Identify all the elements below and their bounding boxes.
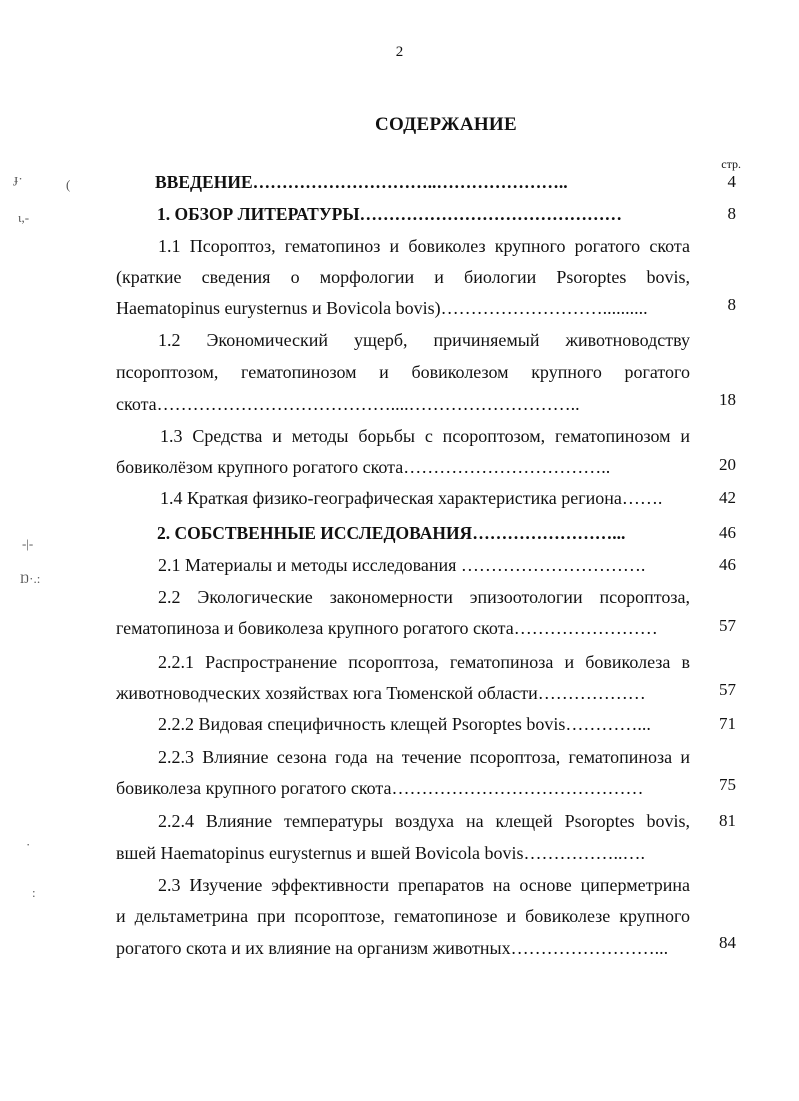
page-title: СОДЕРЖАНИЕ: [375, 114, 517, 135]
toc-entry-title-line: Haematopinus eurysternus и Bovicola bovis)………………………..........: [116, 298, 648, 318]
toc-entry-title-line: 1.3 Средства и методы борьбы с псороптозом, гематопинозом и: [160, 426, 690, 446]
toc-entry-title-line: (краткие сведения о морфологии и биологии Psoroptes bovis,: [116, 267, 690, 287]
page-column-label: стр.: [721, 157, 741, 171]
toc-entry-page: 4: [727, 172, 736, 191]
toc-entry-title-line: вшей Haematopinus eurysternus и вшей Bovicola bovis……………..….: [116, 843, 646, 863]
toc-entry-title-line: и дельтаметрина при псороптозе, гематопинозе и бовиколезе крупного: [116, 906, 690, 926]
toc-entry-title-line: 1.4 Краткая физико-географическая характеристика региона…….: [160, 488, 663, 508]
toc-entry-page: 18: [719, 390, 736, 409]
toc-entry-title-line: 1. ОБЗОР ЛИТЕРАТУРЫ………………………………………: [157, 204, 623, 224]
toc-entry-page: 81: [719, 811, 736, 830]
toc-entry-title-line: гематопиноза и бовиколеза крупного рогатого скота……………………: [116, 618, 658, 638]
toc-entry-title-line: бовиколёзом крупного рогатого скота……………………………..: [116, 457, 611, 477]
toc-entry-title-line: бовиколеза крупного рогатого скота……………………………………: [116, 778, 644, 798]
page-number: 2: [395, 44, 404, 60]
toc-entry-page: 57: [719, 616, 736, 635]
toc-entry-title-line: 1.2 Экономический ущерб, причиняемый животноводству: [158, 330, 690, 350]
toc-entry-page: 57: [719, 680, 736, 699]
scan-artifact: Ŋ·.:: [20, 571, 41, 586]
scan-artifact: -|-: [22, 536, 34, 551]
toc-entry-title-line: 2.2.1 Распространение псороптоза, гематопиноза и бовиколеза в: [158, 652, 690, 672]
scan-artifact: (: [66, 177, 71, 192]
toc-entry-title-line: скота…………………………………....………………………..: [116, 394, 580, 414]
toc-entry-title-line: 2.2.3 Влияние сезона года на течение псороптоза, гематопиноза и: [158, 747, 690, 767]
toc-entry-title-line: ВВЕДЕНИЕ…………………………..…………………..: [155, 172, 568, 192]
toc-entry-title-line: 2. СОБСТВЕННЫЕ ИССЛЕДОВАНИЯ……………………...: [157, 523, 626, 543]
toc-entry-page: 8: [727, 295, 736, 314]
toc-entry-title-line: 1.1 Псороптоз, гематопиноз и бовиколез крупного рогатого скота: [158, 236, 690, 256]
toc-entry-title-line: псороптозом, гематопинозом и бовиколезом крупного рогатого: [116, 362, 690, 382]
toc-entry-title-line: 2.3 Изучение эффективности препаратов на основе циперметрина: [158, 875, 690, 895]
scan-artifact: :: [32, 885, 36, 900]
toc-entry-title-line: рогатого скота и их влияние на организм животных……………………...: [116, 938, 669, 958]
toc-entry-title-line: животноводческих хозяйствах юга Тюменской области………………: [116, 683, 646, 703]
toc-entry-page: 20: [719, 455, 736, 474]
toc-entry-title-line: 2.2.4 Влияние температуры воздуха на клещей Psoroptes bovis,: [158, 811, 690, 831]
scan-artifact: ɩ,-: [18, 210, 30, 225]
toc-entry-title-line: 2.2.2 Видовая специфичность клещей Psoroptes bovis…………...: [158, 714, 651, 734]
toc-entry-title-line: 2.2 Экологические закономерности эпизоотологии псороптоза,: [158, 587, 690, 607]
scan-artifact: ·: [26, 837, 31, 852]
toc-entry-page: 71: [719, 714, 736, 733]
toc-entry-page: 8: [727, 204, 736, 223]
toc-entry-page: 75: [719, 775, 736, 794]
toc-entry-page: 46: [719, 555, 736, 574]
toc-entry-page: 46: [719, 523, 736, 542]
toc-entry-page: 42: [719, 488, 736, 507]
toc-entry-page: 84: [719, 933, 736, 952]
toc-entry-title-line: 2.1 Материалы и методы исследования ………………………….: [158, 555, 646, 575]
scan-artifact: ɟ·: [14, 171, 23, 186]
